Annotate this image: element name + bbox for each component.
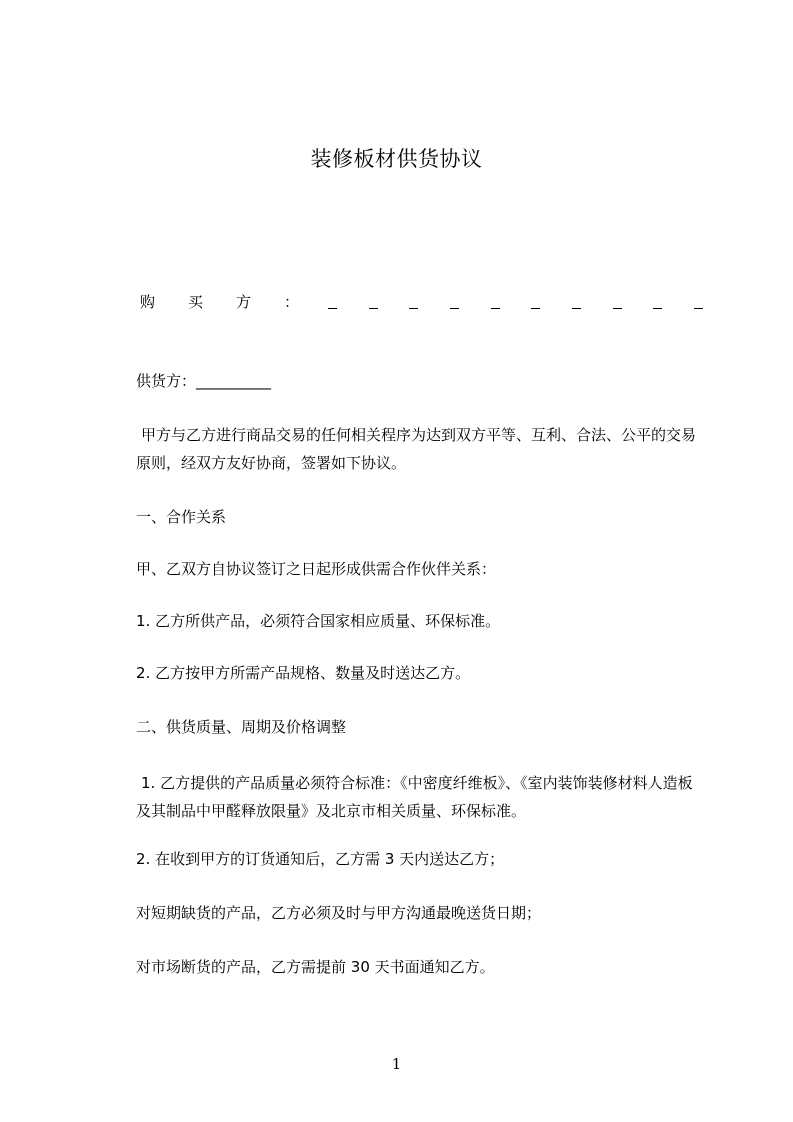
document-title: 装修板材供货协议 xyxy=(310,147,483,171)
buyer-label-colon: ： xyxy=(284,293,300,311)
section2-shortage-line: 对短期缺货的产品，乙方必须及时与甲方沟通最晚送货日期； xyxy=(136,904,542,922)
page-number: 1 xyxy=(391,1055,402,1073)
supplier-field: 供货方：__________ xyxy=(136,372,272,390)
section2-outofstock-line: 对市场断货的产品，乙方需提前 30 天书面通知乙方。 xyxy=(136,958,495,976)
buyer-field-row xyxy=(138,290,703,314)
section2-item-1: 1. 乙方提供的产品质量必须符合标准：《中密度纤维板》、《室内装饰装修材料人造板及其制品中甲醛释放限量》及北京市相关质量、环保标准。 xyxy=(136,774,693,820)
blank-segment xyxy=(613,290,622,309)
section2-heading: 二、供货质量、周期及价格调整 xyxy=(136,718,347,736)
section1-heading: 一、合作关系 xyxy=(136,508,227,526)
blank-segment xyxy=(369,290,378,309)
section2-item-2: 2. 在收到甲方的订货通知后，乙方需 3 天内送达乙方； xyxy=(136,850,505,868)
buyer-label-char: 买 xyxy=(188,293,204,311)
blank-segment xyxy=(531,290,540,309)
buyer-label-char: 方 xyxy=(236,293,252,311)
buyer-blank-line xyxy=(328,290,703,314)
buyer-label-char: 购 xyxy=(140,293,156,311)
section1-item-2: 2. 乙方按甲方所需产品规格、数量及时送达乙方。 xyxy=(136,664,471,682)
blank-segment xyxy=(491,290,500,309)
blank-segment xyxy=(572,290,581,309)
blank-segment xyxy=(653,290,662,309)
blank-segment xyxy=(694,290,703,309)
blank-segment xyxy=(409,290,418,309)
intro-paragraph: 甲方与乙方进行商品交易的任何相关程序为达到双方平等、互利、合法、公平的交易原则，经双方友好协商，签署如下协议。 xyxy=(136,426,697,472)
section1-item-1: 1. 乙方所供产品，必须符合国家相应质量、环保标准。 xyxy=(136,612,501,630)
blank-segment xyxy=(328,290,337,309)
section1-intro: 甲、乙双方自协议签订之日起形成供需合作伙伴关系： xyxy=(136,560,497,578)
blank-segment xyxy=(450,290,459,309)
